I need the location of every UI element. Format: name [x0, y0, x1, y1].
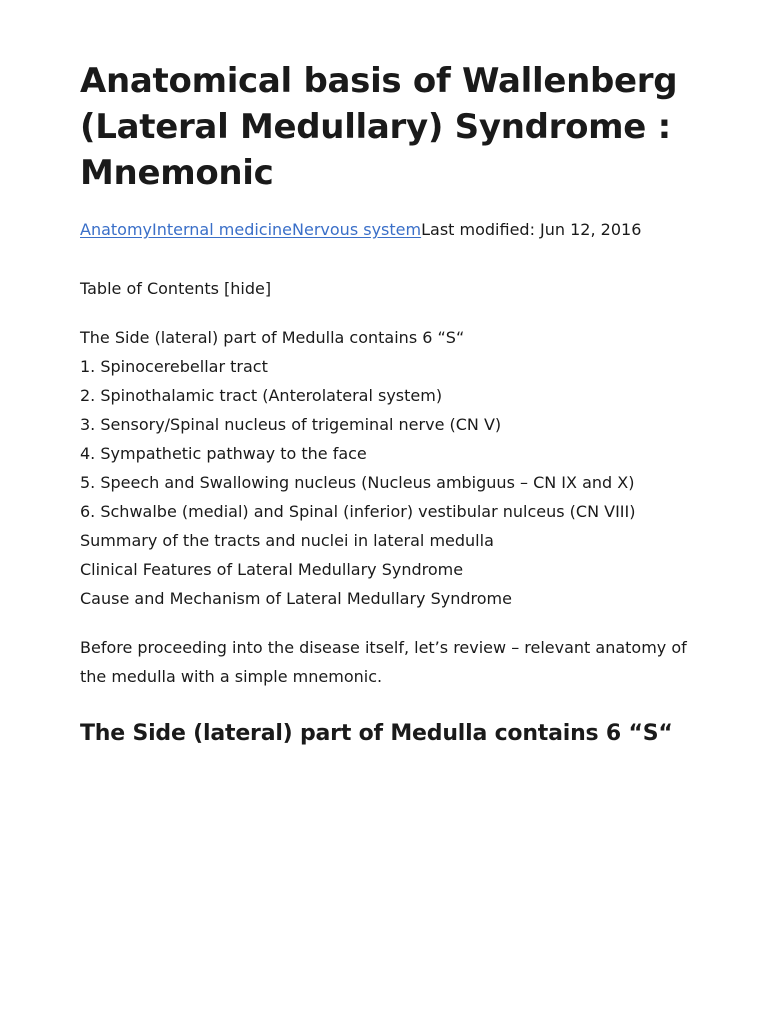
toc-item-spinocerebellar[interactable]: 1. Spinocerebellar tract — [80, 357, 268, 376]
toc-item-cause-mechanism[interactable]: Cause and Mechanism of Lateral Medullary Syndrome — [80, 589, 512, 608]
category-link-nervous-system[interactable]: Nervous system — [292, 220, 422, 239]
table-of-contents — [80, 323, 688, 613]
toc-toggle[interactable]: Table of Contents [hide] — [80, 279, 272, 298]
page-title: Anatomical basis of Wallenberg (Lateral Medullary) Syndrome : Mnemonic — [80, 61, 678, 193]
toc-item-side-lateral-part[interactable]: The Side (lateral) part of Medulla contains 6 “S“ — [80, 328, 465, 347]
toc-item-vestibular[interactable]: 6. Schwalbe (medial) and Spinal (inferior) vestibular nulceus (CN VIII) — [80, 502, 636, 521]
last-modified-date: Last modified: Jun 12, 2016 — [421, 220, 642, 239]
toc-item-speech-swallowing[interactable]: 5. Speech and Swallowing nucleus (Nucleus ambiguus – CN IX and X) — [80, 473, 635, 492]
toc-item-spinothalamic[interactable]: 2. Spinothalamic tract (Anterolateral system) — [80, 386, 443, 405]
intro-paragraph: Before proceeding into the disease itself, let’s review – relevant anatomy of the medulla with a simple mnemonic. — [80, 638, 687, 686]
toc-item-sympathetic[interactable]: 4. Sympathetic pathway to the face — [80, 444, 367, 463]
category-link-anatomy[interactable]: Anatomy — [80, 220, 153, 239]
section-heading: The Side (lateral) part of Medulla contains 6 “S“ — [80, 721, 673, 746]
toc-item-clinical-features[interactable]: Clinical Features of Lateral Medullary Syndrome — [80, 560, 464, 579]
article-meta — [80, 218, 688, 242]
category-link-internal-medicine[interactable]: Internal medicine — [152, 220, 293, 239]
toc-item-trigeminal[interactable]: 3. Sensory/Spinal nucleus of trigeminal nerve (CN V) — [80, 415, 502, 434]
toc-item-summary[interactable]: Summary of the tracts and nuclei in lateral medulla — [80, 531, 494, 550]
